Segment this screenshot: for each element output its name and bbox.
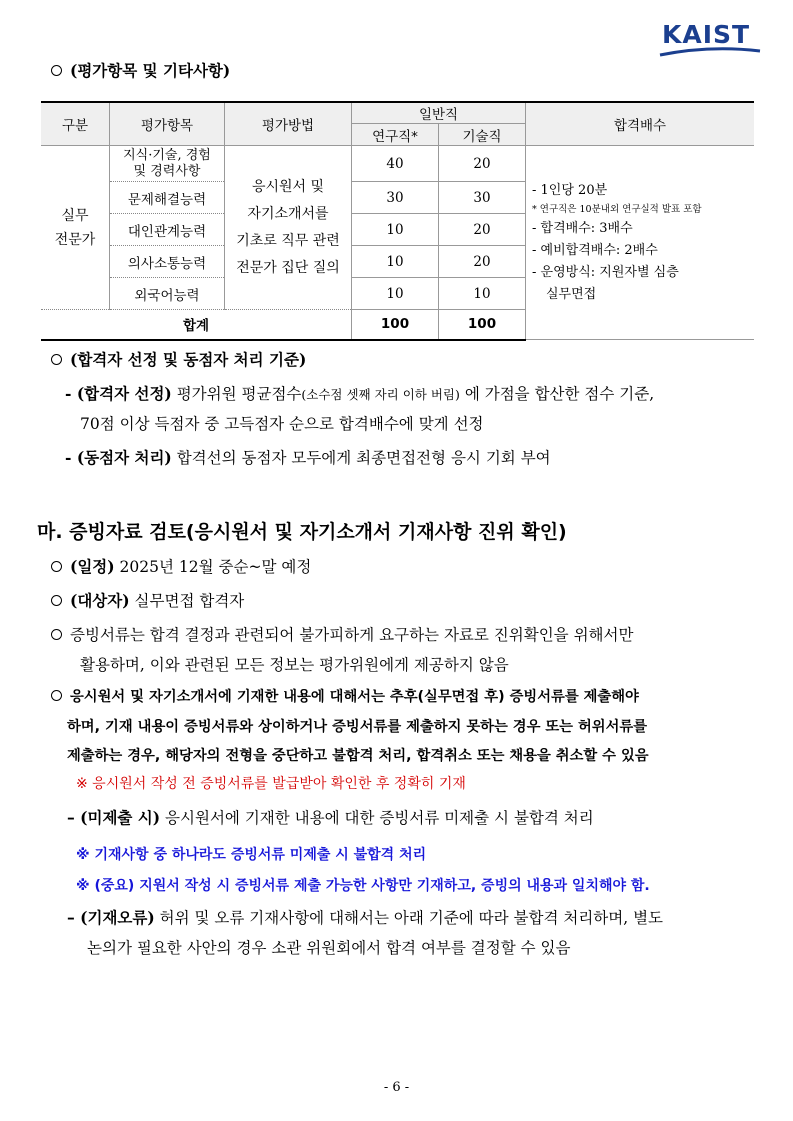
warning-line2: 하며, 기재 내용이 증빙서류와 상이하거나 증빙서류를 제출하지 못하는 경우 또는 허위서류를 xyxy=(67,719,648,735)
section2-heading: (합격자 선정 및 동점자 처리 기준) xyxy=(51,349,306,371)
item-cell: 외국어능력 xyxy=(110,278,225,310)
logo-text: KAIST xyxy=(662,20,751,49)
red-note: ※ 응시원서 작성 전 증빙서류를 발급받아 확인한 후 정확히 기재 xyxy=(76,776,466,792)
header-technical: 기술직 xyxy=(439,124,526,146)
section3-title: 마. 증빙자료 검토(응시원서 및 자기소개서 기재사항 진위 확인) xyxy=(37,521,567,543)
item-cell: 대인관계능력 xyxy=(110,214,225,246)
method-cell: 응시원서 및 자기소개서를 기초로 직무 관련 전문가 집단 질의 xyxy=(225,146,352,310)
technical-score: 20 xyxy=(439,146,526,182)
kaist-logo xyxy=(658,20,762,60)
schedule-line: (일정) 2025년 12월 중순~말 예정 xyxy=(51,556,311,578)
documents-line1: 증빙서류는 합격 결정과 관련되어 불가피하게 요구하는 자료로 진위확인을 위해서만 xyxy=(51,624,633,646)
circle-bullet-icon xyxy=(51,561,62,572)
item-cell: 문제해결능력 xyxy=(110,182,225,214)
warning-line3: 제출하는 경우, 해당자의 전형을 중단하고 불합격 처리, 합격취소 또는 채용을 취소할 수 있음 xyxy=(67,748,649,764)
multiplier-line5: 실무면접 xyxy=(546,286,597,302)
total-label: 합계 xyxy=(41,310,352,340)
item-cell: 지식·기술, 경험 및 경력사항 xyxy=(110,146,225,182)
missing-docs-line: – (미제출 시) 응시원서에 기재한 내용에 대한 증빙서류 미제출 시 불합격 처리 xyxy=(67,808,594,827)
documents-line2: 활용하며, 이와 관련된 모든 정보는 평가위원에게 제공하지 않음 xyxy=(80,656,509,674)
category-cell: 실무 전문가 xyxy=(41,146,110,310)
header-category: 구분 xyxy=(41,102,110,146)
circle-bullet-icon xyxy=(51,690,62,701)
logo-swoosh-icon xyxy=(658,45,762,59)
circle-bullet-icon xyxy=(51,65,62,76)
multiplier-line1: - 1인당 20분 xyxy=(532,182,608,198)
circle-bullet-icon xyxy=(51,595,62,606)
entry-error-line2: 논의가 필요한 사안의 경우 소관 위원회에서 합격 여부를 결정할 수 있음 xyxy=(87,939,571,957)
research-score: 10 xyxy=(352,278,439,310)
header-research: 연구직* xyxy=(352,124,439,146)
warning-line1: 응시원서 및 자기소개서에 기재한 내용에 대해서는 추후(실무면접 후) 증빙서류를 제출해야 xyxy=(51,686,639,708)
section1-heading: (평가항목 및 기타사항) xyxy=(51,60,230,82)
blue-note-1: ※ 기재사항 중 하나라도 증빙서류 미제출 시 불합격 처리 xyxy=(76,847,427,863)
research-score: 10 xyxy=(352,214,439,246)
tie-handling-line: - (동점자 처리) 합격선의 동점자 모두에게 최종면접전형 응시 기회 부여 xyxy=(65,448,551,467)
header-general: 일반직 xyxy=(352,102,526,124)
research-score: 10 xyxy=(352,246,439,278)
circle-bullet-icon xyxy=(51,629,62,640)
multiplier-line4: - 운영방식: 지원자별 심층 xyxy=(532,264,679,280)
selection-criteria-line1: - (합격자 선정) 평가위원 평균점수(소수점 셋째 자리 이하 버림) 에 가점을 합산한 점수 기준, xyxy=(65,384,655,403)
total-research: 100 xyxy=(352,310,439,340)
research-score: 30 xyxy=(352,182,439,214)
target-line: (대상자) 실무면접 합격자 xyxy=(51,590,244,612)
technical-score: 20 xyxy=(439,214,526,246)
table-row xyxy=(41,146,754,182)
research-score: 40 xyxy=(352,146,439,182)
multiplier-line2: - 합격배수: 3배수 xyxy=(532,220,633,236)
evaluation-table xyxy=(41,101,754,341)
multiplier-line3: - 예비합격배수: 2배수 xyxy=(532,242,658,258)
technical-score: 10 xyxy=(439,278,526,310)
technical-score: 20 xyxy=(439,246,526,278)
header-multiplier: 합격배수 xyxy=(526,102,755,146)
header-item: 평가항목 xyxy=(110,102,225,146)
multiplier-note: * 연구직은 10분내외 연구실적 발표 포함 xyxy=(532,203,702,215)
technical-score: 30 xyxy=(439,182,526,214)
total-technical: 100 xyxy=(439,310,526,340)
multiplier-cell xyxy=(526,146,755,340)
blue-note-2: ※ (중요) 지원서 작성 시 증빙서류 제출 가능한 사항만 기재하고, 증빙의 내용과 일치해야 함. xyxy=(76,878,650,894)
circle-bullet-icon xyxy=(51,354,62,365)
page-number: - 6 - xyxy=(383,1080,410,1095)
selection-criteria-line2: 70점 이상 득점자 중 고득점자 순으로 합격배수에 맞게 선정 xyxy=(80,415,484,433)
entry-error-line1: – (기재오류) 허위 및 오류 기재사항에 대해서는 아래 기준에 따라 불합격 처리하며, 별도 xyxy=(67,908,664,927)
header-method: 평가방법 xyxy=(225,102,352,146)
item-cell: 의사소통능력 xyxy=(110,246,225,278)
